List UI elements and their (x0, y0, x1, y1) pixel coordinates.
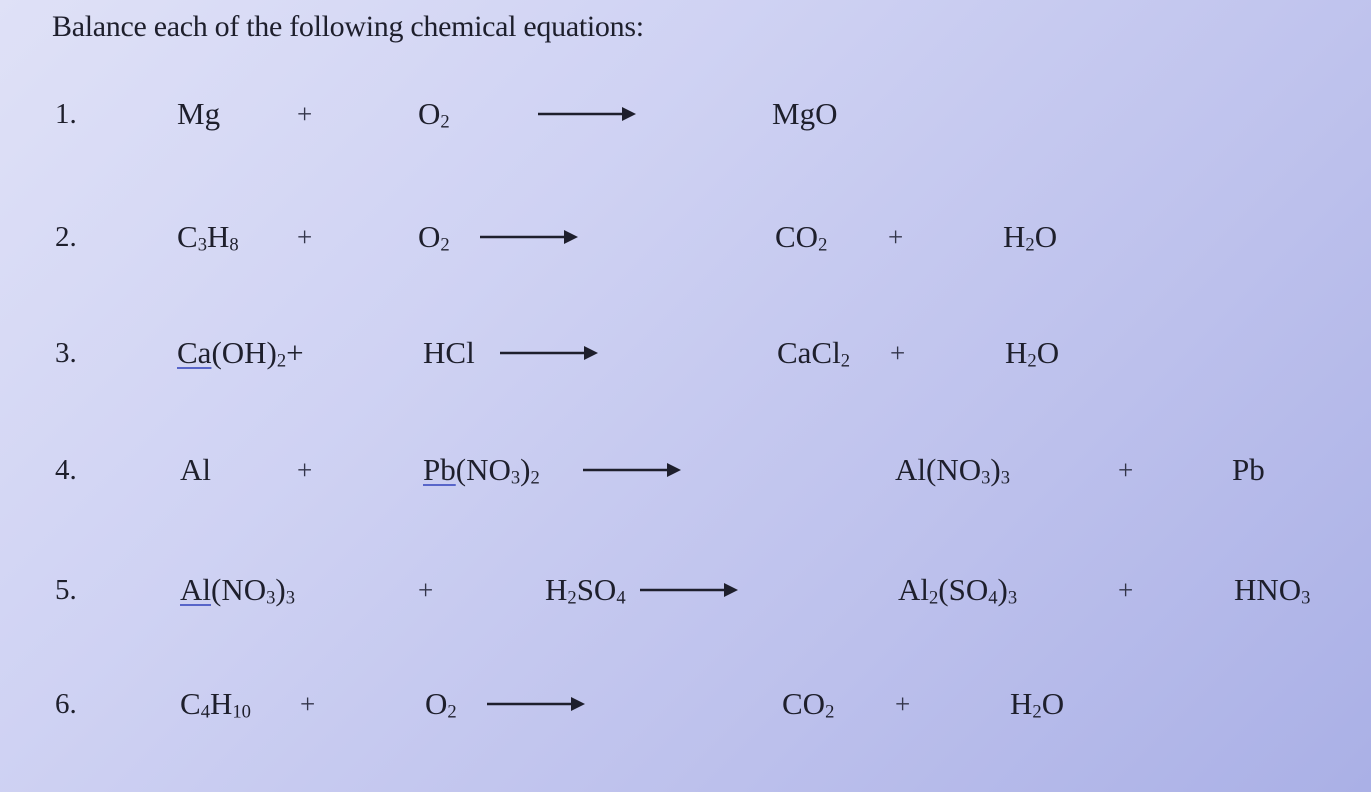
equation-row (0, 570, 1371, 630)
reaction-arrow-icon (640, 583, 738, 597)
equation-number: 4. (55, 454, 77, 486)
product-formula: $H_2O$ (1010, 686, 1065, 723)
subscript: 3 (981, 467, 991, 489)
subscript: 2 (929, 587, 939, 609)
subscript: 2 (818, 234, 828, 256)
subscript: 10 (232, 701, 251, 723)
reactant-formula: Al (180, 452, 211, 487)
reactant-formula: $O_2$ (425, 686, 457, 723)
subscript: 3 (266, 587, 276, 609)
reactant-formula: $O_2$ (418, 96, 450, 133)
plus-sign: + (1118, 455, 1134, 485)
equation-number: 1. (55, 98, 77, 130)
subscript: 2 (440, 111, 450, 133)
subscript: 3 (510, 467, 521, 489)
subscript: 3 (1301, 587, 1311, 609)
reaction-arrow-icon (480, 230, 578, 244)
equation-row (0, 333, 1371, 393)
reactant-formula: $H_2SO_4$ (545, 572, 626, 609)
subscript: 3 (197, 234, 207, 256)
product-formula: Pb (1232, 452, 1265, 487)
reactant-formula: $O_2$ (418, 219, 450, 256)
subscript: 8 (229, 234, 239, 256)
equation-number: 6. (55, 688, 77, 720)
reactant-formula: $C_3H_8$ (177, 219, 239, 256)
subscript: 2 (276, 350, 287, 372)
plus-sign: + (300, 689, 316, 719)
plus-sign: + (888, 222, 904, 252)
subscript: 4 (988, 587, 998, 609)
product-formula: $H_2O$ (1003, 219, 1058, 256)
subscript: 2 (447, 701, 457, 723)
reaction-arrow-icon (583, 463, 681, 477)
equation-number: 2. (55, 221, 77, 253)
product-formula: $Al_2(SO_4)_3$ (898, 572, 1018, 609)
subscript: 3 (1000, 467, 1011, 489)
reactant-formula: $C_4H_{10}$ (180, 686, 251, 723)
product-formula: $Al(NO_3)_3$ (895, 452, 1011, 489)
product-formula: $CO_2$ (782, 686, 835, 723)
reaction-arrow-icon (487, 697, 585, 711)
subscript: 2 (1027, 350, 1037, 372)
plus-sign: + (890, 338, 906, 368)
equation-row (0, 94, 1371, 154)
reactant-formula: Mg (177, 96, 221, 131)
equation-number: 3. (55, 337, 77, 369)
reaction-arrow-icon (500, 346, 598, 360)
plus-sign: + (297, 99, 313, 129)
reactant-formula: $Pb(NO_3)_2$ (423, 452, 540, 489)
reaction-arrow-icon (538, 107, 636, 121)
subscript: 2 (567, 587, 577, 609)
product-formula: $CO_2$ (775, 219, 828, 256)
product-formula: CaCl$_2$ (777, 335, 851, 372)
plus-sign: + (297, 222, 313, 252)
product-formula: $HNO_3$ (1234, 572, 1311, 609)
product-formula: $H_2O$ (1005, 335, 1060, 372)
subscript: 2 (440, 234, 450, 256)
subscript: 2 (530, 467, 540, 489)
reactant-formula: $Ca(OH)_2+$ (177, 335, 304, 372)
subscript: 3 (1007, 587, 1018, 609)
worksheet-title: Balance each of the following chemical equations: (52, 10, 644, 43)
equation-row (0, 684, 1371, 744)
equation-number: 5. (55, 574, 77, 606)
subscript: 3 (285, 587, 296, 609)
reactant-formula: $Al(NO_3)_3$ (180, 572, 296, 609)
plus-sign: + (1118, 575, 1134, 605)
subscript: 2 (840, 350, 851, 372)
plus-sign: + (895, 689, 911, 719)
subscript: 2 (825, 701, 835, 723)
subscript: 4 (616, 587, 626, 609)
plus-sign: + (297, 455, 313, 485)
subscript: 2 (1032, 701, 1042, 723)
plus-sign: + (418, 575, 434, 605)
subscript: 4 (200, 701, 210, 723)
reactant-formula: HCl (423, 335, 475, 370)
equation-row (0, 450, 1371, 510)
subscript: 2 (1025, 234, 1035, 256)
equation-row (0, 217, 1371, 277)
product-formula: MgO (772, 96, 838, 131)
